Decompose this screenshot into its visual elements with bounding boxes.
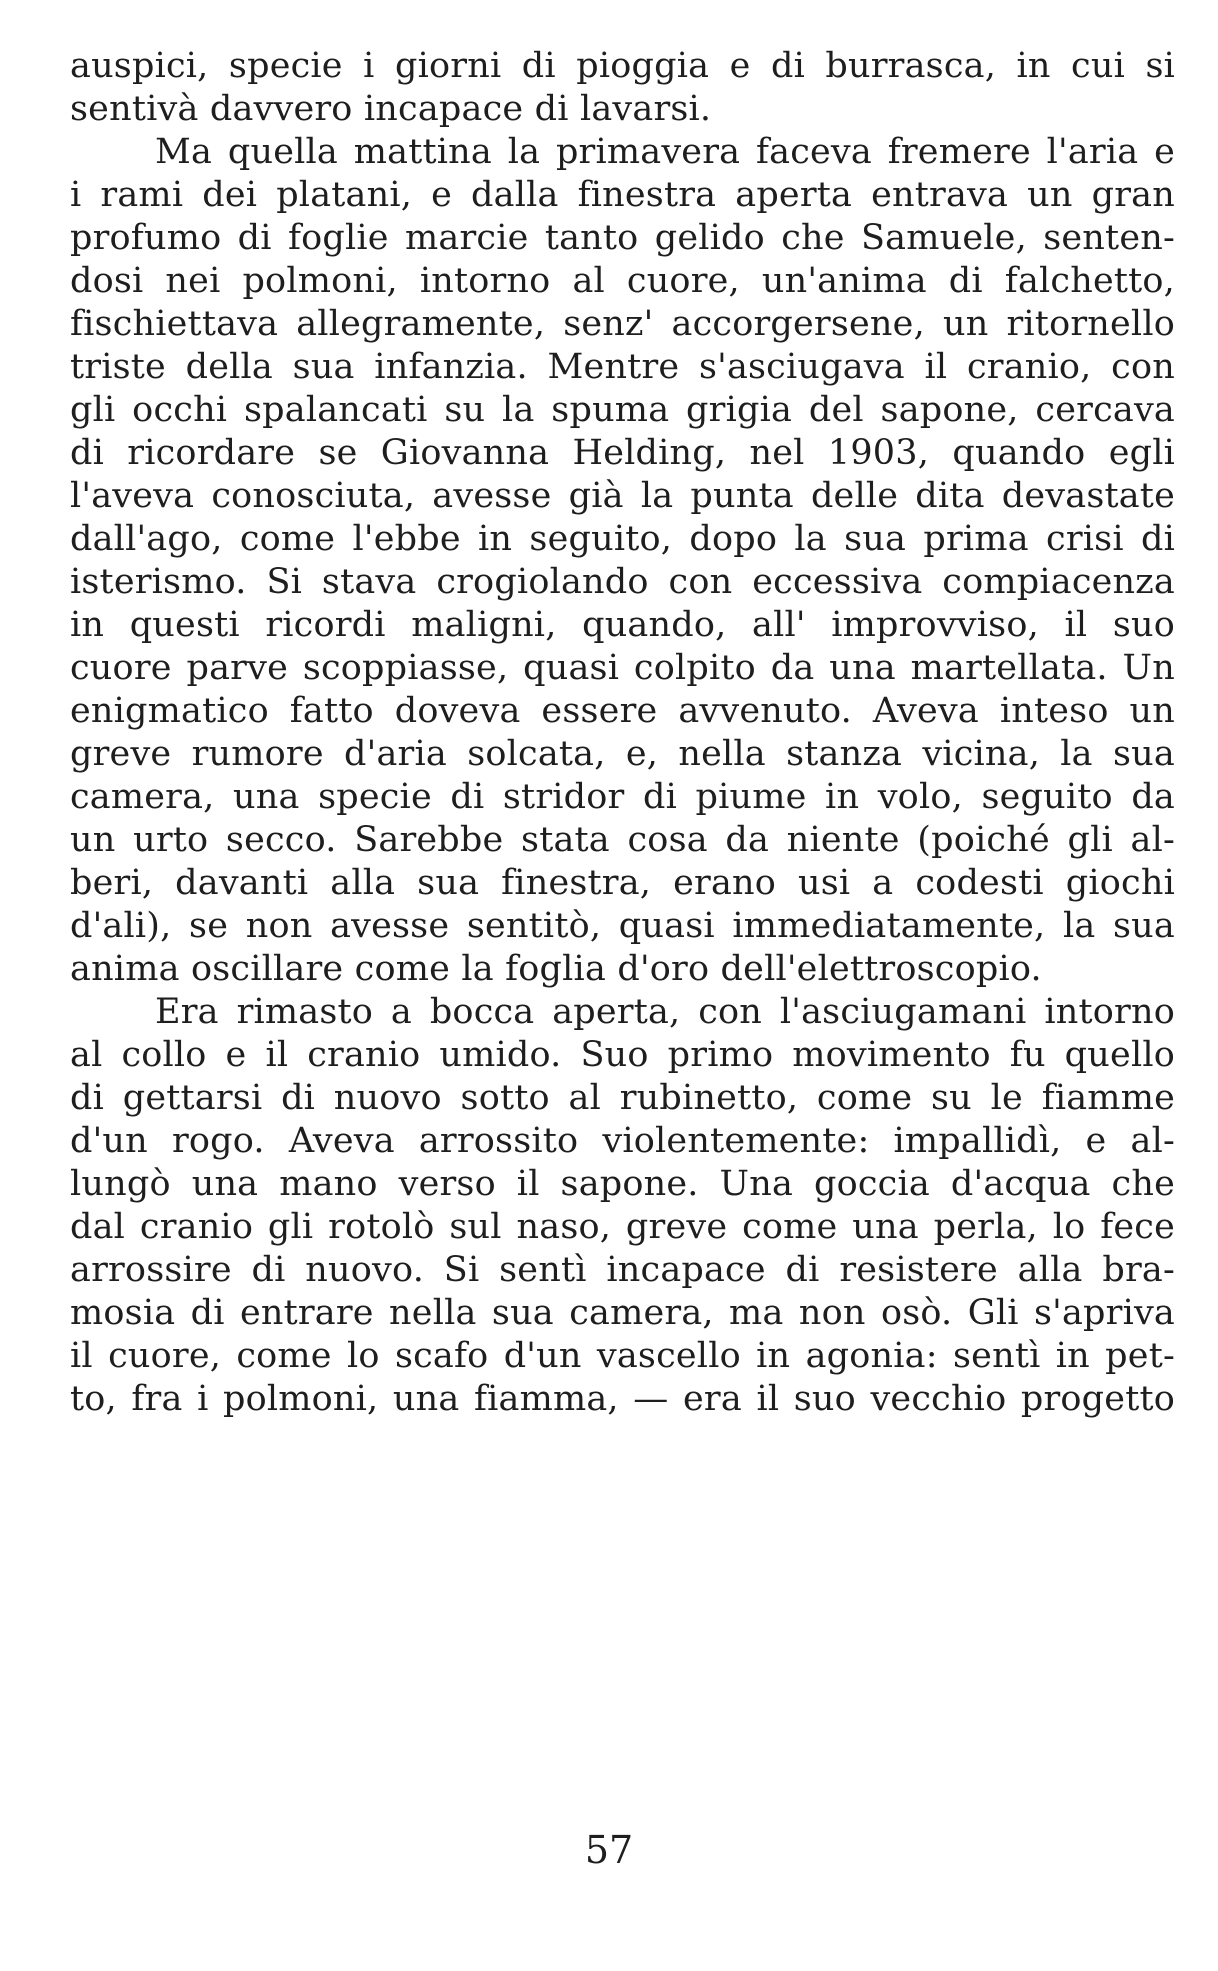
text-line: sentivà davvero incapace di lavarsi. (70, 89, 712, 129)
text-line: triste della sua infanzia. Mentre s'asciugava il cranio, con (70, 347, 1175, 387)
text-line: un urto secco. Sarebbe stata cosa da niente (poiché gli al- (70, 820, 1175, 860)
text-line: l'aveva conosciuta, avesse già la punta delle dita devastate (70, 476, 1175, 516)
text-line: gli occhi spalancati su la spuma grigia del sapone, cercava (70, 390, 1175, 430)
text-line: dall'ago, come l'ebbe in seguito, dopo la sua prima crisi di (70, 519, 1175, 559)
text-line: di ricordare se Giovanna Helding, nel 1903, quando egli (70, 433, 1175, 473)
text-line: lungò una mano verso il sapone. Una goccia d'acqua che (70, 1164, 1175, 1204)
text-line: mosia di entrare nella sua camera, ma non osò. Gli s'apriva (70, 1293, 1175, 1333)
text-line: anima oscillare come la foglia d'oro dell'elettroscopio. (70, 949, 1042, 989)
text-line: d'ali), se non avesse sentitò, quasi immediatamente, la sua (70, 906, 1175, 946)
text-line: d'un rogo. Aveva arrossito violentemente: impallidì, e al- (70, 1121, 1175, 1161)
text-line: i rami dei platani, e dalla finestra aperta entrava un gran (70, 175, 1175, 215)
page-number: 57 (584, 1828, 634, 1872)
text-line: profumo di foglie marcie tanto gelido che Samuele, senten- (70, 218, 1175, 258)
text-line: camera, una specie di stridor di piume in volo, seguito da (70, 777, 1175, 817)
text-line: Ma quella mattina la primavera faceva fremere l'aria e (155, 132, 1175, 172)
text-line: dal cranio gli rotolò sul naso, greve come una perla, lo fece (70, 1207, 1175, 1247)
text-line: dosi nei polmoni, intorno al cuore, un'anima di falchetto, (70, 261, 1175, 301)
text-line: il cuore, come lo scafo d'un vascello in agonia: sentì in pet- (70, 1336, 1175, 1376)
text-line: to, fra i polmoni, una fiamma, — era il suo vecchio progetto (70, 1379, 1175, 1419)
text-line: isterismo. Si stava crogiolando con eccessiva compiacenza (70, 562, 1175, 602)
text-line: cuore parve scoppiasse, quasi colpito da una martellata. Un (70, 648, 1175, 688)
text-line: al collo e il cranio umido. Suo primo movimento fu quello (70, 1035, 1175, 1075)
text-line: in questi ricordi maligni, quando, all' improvviso, il suo (70, 605, 1175, 645)
text-line: arrossire di nuovo. Si sentì incapace di resistere alla bra- (70, 1250, 1175, 1290)
text-line: greve rumore d'aria solcata, e, nella stanza vicina, la sua (70, 734, 1175, 774)
text-line: beri, davanti alla sua finestra, erano usi a codesti giochi (70, 863, 1175, 903)
text-line: auspici, specie i giorni di pioggia e di burrasca, in cui si (70, 46, 1175, 86)
text-line: fischiettava allegramente, senz' accorgersene, un ritornello (70, 304, 1175, 344)
text-line: di gettarsi di nuovo sotto al rubinetto, come su le fiamme (70, 1078, 1175, 1118)
text-line: Era rimasto a bocca aperta, con l'asciugamani intorno (155, 992, 1175, 1032)
text-line: enigmatico fatto doveva essere avvenuto. Aveva inteso un (70, 691, 1175, 731)
